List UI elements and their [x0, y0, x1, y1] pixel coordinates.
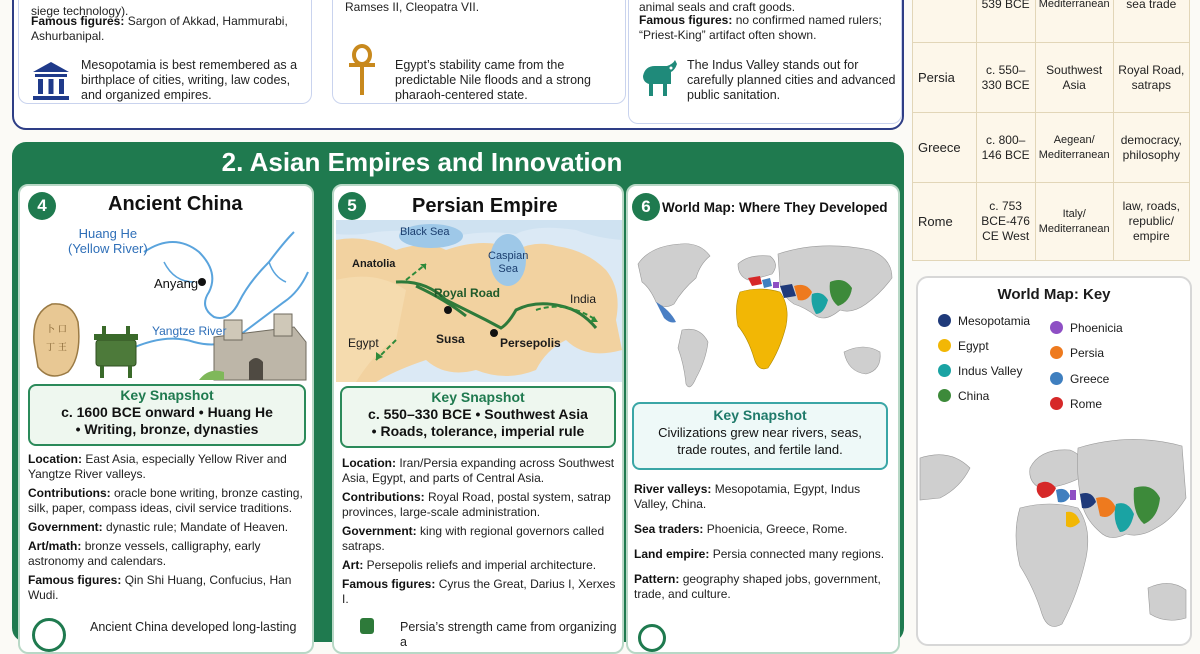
map-label-anatolia: Anatolia	[352, 258, 396, 270]
map-label-huang-he: Huang He (Yellow River)	[68, 226, 148, 256]
table-row: Persia c. 550–330 BCE Southwest Asia Royal Road, satraps	[913, 43, 1190, 113]
legend-item: Egypt	[938, 339, 989, 354]
table-row: 539 BCE Mediterranean sea trade	[913, 0, 1190, 43]
worldmap-title: World Map: Where They Developed	[662, 200, 888, 215]
legend-item: Persia	[1050, 346, 1104, 361]
legend-item: Rome	[1050, 397, 1102, 412]
section-title: 2. Asian Empires and Innovation	[221, 147, 623, 177]
ankh-icon	[347, 46, 377, 101]
legend-item: Phoenicia	[1050, 321, 1123, 336]
legend-item: Indus Valley	[938, 364, 1022, 379]
persia-map-illustration	[336, 220, 622, 382]
worldmap-card	[626, 184, 900, 654]
worldmap-summary-icon	[638, 624, 666, 652]
egypt-cutoff: Ramses II, Cleopatra VII.	[345, 0, 480, 14]
egypt-card	[332, 0, 626, 104]
worldmap-facts: River valleys: Mesopotamia, Egypt, Indus Valley, China. Sea traders: Phoenicia, Greece, Rome. Land empire: Persia connected many regions. Pattern: geography shaped jobs, government, trade, and culture.	[634, 482, 885, 601]
map-label-persepolis: Persepolis	[500, 336, 561, 350]
map-label-egypt: Egypt	[348, 336, 379, 350]
china-facts: Location: East Asia, especially Yellow River and Yangtze River valleys. Contributions: oracle bone writing, bronze casting, silk, paper, compass ideas, civil service traditions. Government: dynastic rule; Mandate of Heaven. Art/math: bronze vessels, calligraphy, early astronomy and calendars. Famous figures: Qin Shi Huang, Confucius, Han Wudi.	[28, 452, 303, 602]
china-summary: Ancient China developed long-lasting	[90, 620, 297, 634]
mesopotamia-famous: Famous figures: Sargon of Akkad, Hammurabi, Ashurbanipal.	[31, 14, 288, 43]
top-civilizations-panel	[12, 0, 904, 130]
egypt-summary: Egypt’s stability came from the predictable Nile floods and a strong pharaoh-centered state.	[395, 58, 591, 102]
map-label-susa: Susa	[436, 332, 465, 346]
legend-item: Greece	[1050, 372, 1109, 387]
map-label-yangtze: Yangtze River	[152, 324, 227, 338]
persia-summary-icon	[360, 618, 374, 634]
persia-facts: Location: Iran/Persia expanding across Southwest Asia, Egypt, and parts of Central Asia. Contributions: Royal Road, postal system, satrap provinces, large-scale administration. Government: king with regional governors called satraps. Art: Persepolis reliefs and imperial architecture. Famous figures: Cyrus the Great, Darius I, Xerxes I.	[342, 456, 616, 606]
world-map-key-panel	[916, 276, 1192, 646]
china-summary-icon	[32, 618, 66, 652]
china-key-snapshot: Key Snapshot c. 1600 BCE onward • Huang He • Writing, bronze, dynasties	[28, 384, 306, 446]
svg-text:丁 王: 丁 王	[46, 343, 67, 353]
indus-famous: Famous figures: no confirmed named rulers; “Priest-King” artifact often shown.	[639, 13, 882, 42]
indus-card	[628, 0, 902, 124]
world-map-illustration	[630, 234, 898, 403]
legend-swatch	[1050, 372, 1063, 385]
china-card	[18, 184, 314, 654]
map-label-black-sea: Black Sea	[400, 226, 450, 238]
legend-swatch	[938, 389, 951, 402]
legend-swatch	[938, 314, 951, 327]
card-number-5: 5	[338, 192, 366, 220]
map-label-royal-road: Royal Road	[434, 286, 501, 300]
persia-summary: Persia’s strength came from organizing a	[400, 620, 617, 649]
map-key-title: World Map: Key	[997, 286, 1111, 303]
mesopotamia-cutoff: siege technology).	[31, 4, 129, 18]
section-asian-empires	[12, 142, 904, 649]
table-row: Rome c. 753 BCE-476 CE West Italy/ Mediterranean law, roads, republic/ empire	[913, 183, 1190, 261]
civilizations-table	[912, 0, 1190, 261]
legend-item: China	[938, 389, 989, 404]
persia-key-snapshot: Key Snapshot c. 550–330 BCE • Southwest Asia • Roads, tolerance, imperial rule	[340, 386, 616, 448]
legend-swatch	[938, 339, 951, 352]
china-map-illustration	[24, 222, 310, 382]
key-world-map	[920, 428, 1190, 645]
card-number-4: 4	[28, 192, 56, 220]
map-label-india: India	[570, 292, 597, 306]
persia-title: Persian Empire	[412, 195, 558, 217]
persia-card	[332, 184, 624, 654]
map-label-anyang: Anyang	[154, 276, 199, 291]
legend-swatch	[1050, 346, 1063, 359]
bull-seal-icon	[637, 56, 681, 105]
indus-cutoff: animal seals and craft goods.	[639, 0, 796, 14]
columns-building-icon	[31, 60, 71, 107]
indus-summary: The Indus Valley stands out for carefully planned cities and advanced public sanitation.	[687, 58, 896, 102]
map-label-caspian: Caspian Sea	[488, 250, 529, 275]
mesopotamia-summary: Mesopotamia is best remembered as a birthplace of cities, writing, law codes, and organized empires.	[81, 58, 298, 102]
legend-item: Mesopotamia	[938, 314, 1030, 329]
china-title: Ancient China	[108, 193, 243, 215]
legend-swatch	[1050, 397, 1063, 410]
worldmap-key-snapshot: Key Snapshot Civilizations grew near rivers, seas, trade routes, and fertile land.	[632, 402, 888, 470]
table-row: Greece c. 800–146 BCE Aegean/ Mediterranean democracy, philosophy	[913, 113, 1190, 183]
legend-swatch	[1050, 321, 1063, 334]
svg-text:卜 口: 卜 口	[46, 325, 67, 335]
card-number-6: 6	[632, 193, 660, 221]
mesopotamia-card	[18, 0, 312, 104]
legend-swatch	[938, 364, 951, 377]
